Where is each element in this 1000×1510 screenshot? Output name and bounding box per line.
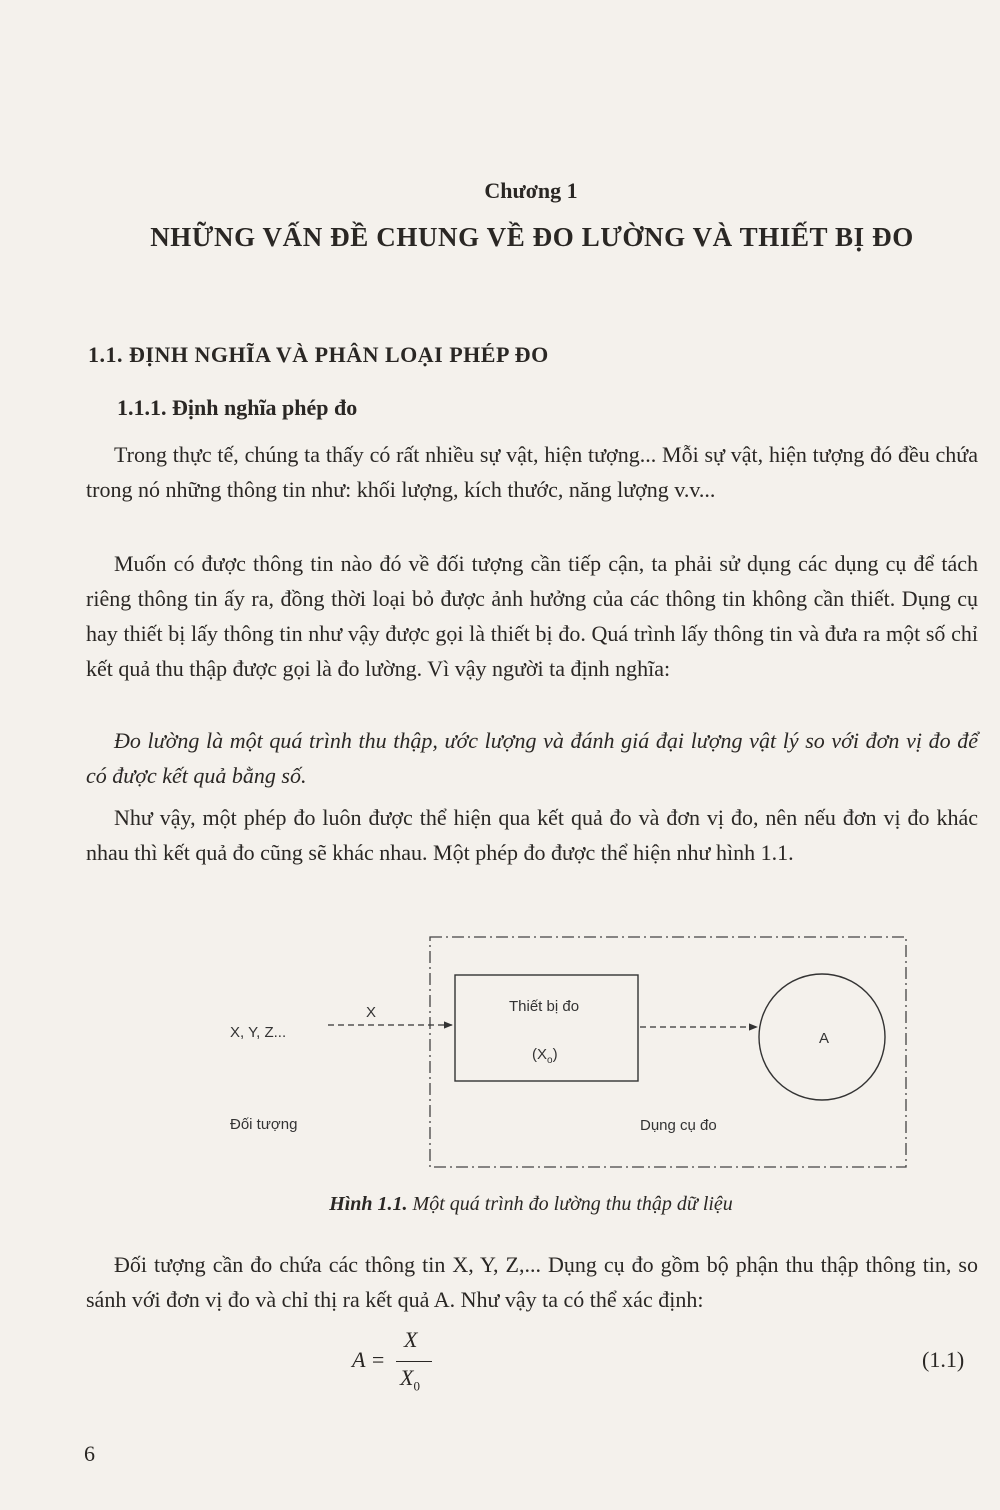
output-label: A [819, 1030, 830, 1047]
paragraph-2-text: Muốn có được thông tin nào đó về đối tượng cần tiếp cận, ta phải sử dụng các dụng cụ để tách riêng thông tin ấy ra, đồng thời loại bỏ được ảnh hưởng của các thông tin không cần thiết. Dụng cụ hay thiết bị lấy thông tin như vậy được gọi là thiết bị đo. Quá trình lấy thông tin và đưa ra một số chỉ kết quả thu thập được gọi là đo lường. Vì vậy người ta định nghĩa: [86, 551, 978, 681]
device-unit-label [532, 1046, 558, 1066]
figure-caption-prefix: Hình 1.1. [329, 1193, 408, 1215]
figure-caption-text: Một quá trình đo lường thu thập dữ liệu [407, 1193, 733, 1215]
instrument-label: Dụng cụ đo [640, 1117, 717, 1134]
paragraph-5 [86, 1247, 978, 1317]
chapter-label: Chương 1 [484, 178, 578, 203]
subsection-heading: 1.1.1. Định nghĩa phép đo [117, 395, 358, 420]
section-heading: 1.1. ĐỊNH NGHĨA VÀ PHÂN LOẠI PHÉP ĐO [88, 342, 549, 367]
definition-text: Đo lường là một quá trình thu thập, ước lượng và đánh giá đại lượng vật lý so với đơn vị đo để có được kết quả bằng số. [86, 728, 978, 788]
denominator-base: X [400, 1365, 414, 1390]
page-number: 6 [84, 1441, 95, 1466]
device-unit-base: (X [532, 1046, 547, 1063]
equation-1-1 [352, 1325, 442, 1405]
device-unit-close: ) [552, 1046, 558, 1063]
equation-numerator: X [404, 1327, 418, 1352]
input-label: X, Y, Z... [230, 1024, 287, 1041]
chapter-title: NHỮNG VẤN ĐỀ CHUNG VỀ ĐO LƯỜNG VÀ THIẾT BỊ ĐO [150, 222, 914, 252]
denominator-subscript: 0 [413, 1378, 420, 1394]
figure-caption [0, 1193, 1000, 1216]
object-label: Đối tượng [230, 1116, 298, 1133]
paragraph-5-text: Đối tượng cần đo chứa các thông tin X, Y, Z,... Dụng cụ đo gồm bộ phận thu thập thông tin, so sánh với đơn vị đo và chỉ thị ra kết quả A. Như vậy ta có thể xác định: [86, 1252, 978, 1312]
device-unit-sub: o [547, 1055, 553, 1066]
equation-lhs: A = [352, 1347, 386, 1372]
paragraph-1-text: Trong thực tế, chúng ta thấy có rất nhiều sự vật, hiện tượng... Mỗi sự vật, hiện tượng đó đều chứa trong nó những thông tin như: khối lượng, kích thước, năng lượng v.v... [86, 442, 978, 502]
arrow-label: X [366, 1004, 377, 1021]
device-label: Thiết bị đo [509, 998, 580, 1015]
paragraph-4-text: Như vậy, một phép đo luôn được thể hiện qua kết quả đo và đơn vị đo, nên nếu đơn vị đo khác nhau thì kết quả đo cũng sẽ khác nhau. Một phép đo được thể hiện như hình 1.1. [86, 805, 978, 865]
equation-denominator [400, 1365, 420, 1394]
equation-number: (1.1) [922, 1347, 965, 1372]
fraction-bar [396, 1361, 432, 1362]
